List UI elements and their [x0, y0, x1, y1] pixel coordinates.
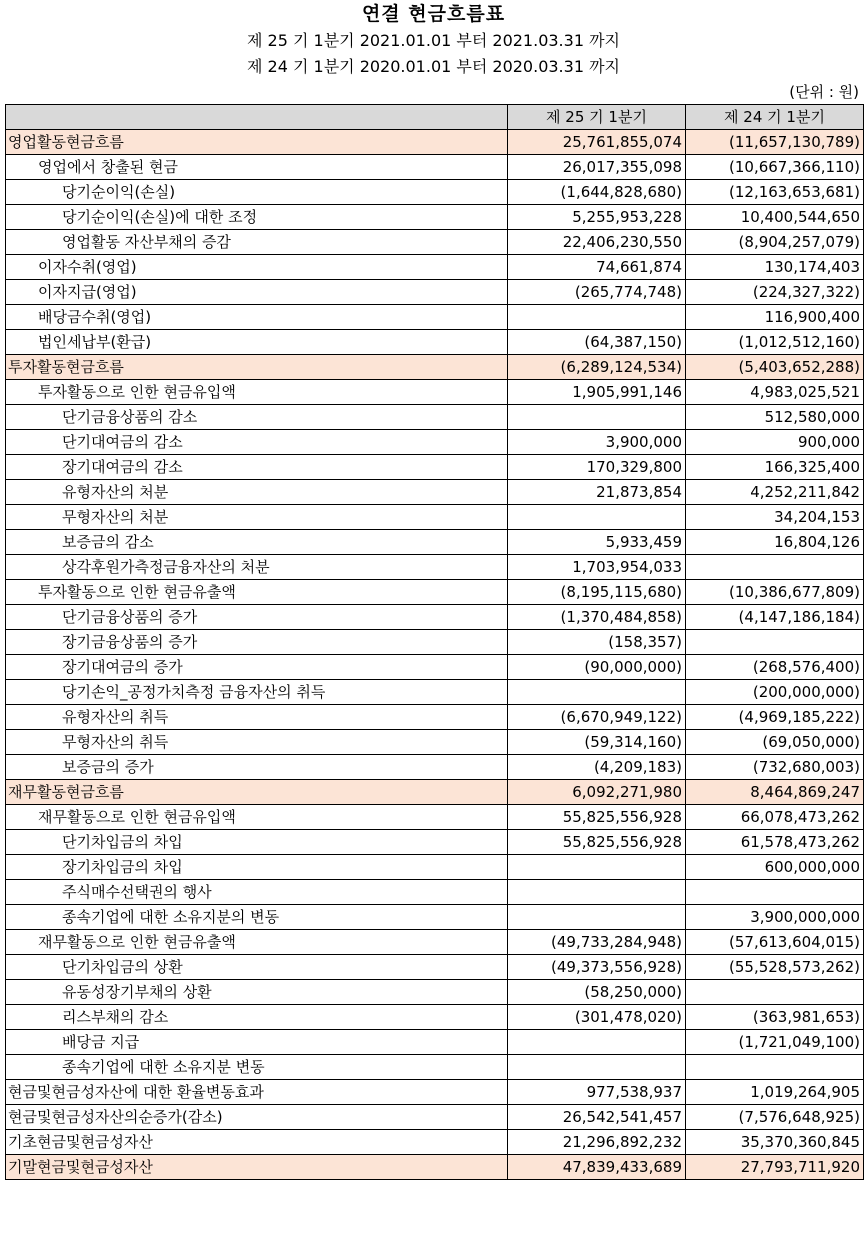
table-row	[6, 955, 864, 980]
prior-period-value: 600,000,000	[686, 855, 864, 880]
current-period-value: 3,900,000	[508, 430, 686, 455]
row-label: 배당금수취(영업)	[6, 305, 508, 330]
table-row	[6, 930, 864, 955]
current-period-value: 5,933,459	[508, 530, 686, 555]
header-current-period: 제 25 기 1분기	[508, 105, 686, 130]
prior-period-value	[686, 1055, 864, 1080]
table-row	[6, 255, 864, 280]
current-period-value: 26,542,541,457	[508, 1105, 686, 1130]
table-row	[6, 680, 864, 705]
current-period-value: 1,905,991,146	[508, 380, 686, 405]
prior-period-value: 61,578,473,262	[686, 830, 864, 855]
prior-period-value: 3,900,000,000	[686, 905, 864, 930]
current-period-value: 977,538,937	[508, 1080, 686, 1105]
table-row	[6, 805, 864, 830]
row-label: 현금및현금성자산에 대한 환율변동효과	[6, 1080, 508, 1105]
current-period-value: (49,733,284,948)	[508, 930, 686, 955]
table-row	[6, 1055, 864, 1080]
row-label: 당기순이익(손실)	[6, 180, 508, 205]
row-label: 기말현금및현금성자산	[6, 1155, 508, 1180]
prior-period-value: 34,204,153	[686, 505, 864, 530]
current-period-value: (4,209,183)	[508, 755, 686, 780]
current-period-value: 74,661,874	[508, 255, 686, 280]
table-body	[6, 130, 864, 1180]
table-row	[6, 905, 864, 930]
current-period-value: (265,774,748)	[508, 280, 686, 305]
table-row	[6, 655, 864, 680]
row-label: 재무활동으로 인한 현금유입액	[6, 805, 508, 830]
row-label: 리스부채의 감소	[6, 1005, 508, 1030]
current-period-value: (59,314,160)	[508, 730, 686, 755]
row-label: 배당금 지급	[6, 1030, 508, 1055]
prior-period-value: 130,174,403	[686, 255, 864, 280]
prior-period-value: (69,050,000)	[686, 730, 864, 755]
table-header-row	[6, 105, 864, 130]
row-label: 유동성장기부채의 상환	[6, 980, 508, 1005]
row-label: 재무활동현금흐름	[6, 780, 508, 805]
table-row	[6, 380, 864, 405]
prior-period-value: (1,721,049,100)	[686, 1030, 864, 1055]
current-period-value: (158,357)	[508, 630, 686, 655]
current-period-value	[508, 405, 686, 430]
prior-period-value: 512,580,000	[686, 405, 864, 430]
current-period-value: 25,761,855,074	[508, 130, 686, 155]
row-label: 단기차입금의 차입	[6, 830, 508, 855]
current-period-value: 21,873,854	[508, 480, 686, 505]
prior-period-value: 10,400,544,650	[686, 205, 864, 230]
prior-period-value: 8,464,869,247	[686, 780, 864, 805]
row-label: 종속기업에 대한 소유지분 변동	[6, 1055, 508, 1080]
current-period-value	[508, 505, 686, 530]
prior-period-value: 16,804,126	[686, 530, 864, 555]
prior-period-value: (11,657,130,789)	[686, 130, 864, 155]
current-period-value: 22,406,230,550	[508, 230, 686, 255]
table-row	[6, 230, 864, 255]
table-row	[6, 1155, 864, 1180]
current-period-value: 47,839,433,689	[508, 1155, 686, 1180]
current-period-value: (64,387,150)	[508, 330, 686, 355]
row-label: 영업에서 창출된 현금	[6, 155, 508, 180]
table-row	[6, 505, 864, 530]
prior-period-value: 66,078,473,262	[686, 805, 864, 830]
prior-period-value: (200,000,000)	[686, 680, 864, 705]
prior-period-value: (363,981,653)	[686, 1005, 864, 1030]
table-row	[6, 355, 864, 380]
prior-period-value	[686, 630, 864, 655]
row-label: 이자지급(영업)	[6, 280, 508, 305]
prior-period-value: (8,904,257,079)	[686, 230, 864, 255]
row-label: 보증금의 감소	[6, 530, 508, 555]
prior-period-value: 900,000	[686, 430, 864, 455]
prior-period-value: (268,576,400)	[686, 655, 864, 680]
prior-period-value: 116,900,400	[686, 305, 864, 330]
prior-period-value	[686, 980, 864, 1005]
table-row	[6, 980, 864, 1005]
current-period-value	[508, 1030, 686, 1055]
table-row	[6, 1080, 864, 1105]
prior-period-value: 35,370,360,845	[686, 1130, 864, 1155]
prior-period-value	[686, 555, 864, 580]
table-row	[6, 530, 864, 555]
row-label: 단기금융상품의 증가	[6, 605, 508, 630]
row-label: 투자활동으로 인한 현금유입액	[6, 380, 508, 405]
current-period-value	[508, 305, 686, 330]
table-row	[6, 855, 864, 880]
table-row	[6, 430, 864, 455]
prior-period-value: (10,386,677,809)	[686, 580, 864, 605]
row-label: 기초현금및현금성자산	[6, 1130, 508, 1155]
table-row	[6, 880, 864, 905]
current-period-value: (58,250,000)	[508, 980, 686, 1005]
row-label: 단기차입금의 상환	[6, 955, 508, 980]
current-period-value: 55,825,556,928	[508, 805, 686, 830]
row-label: 무형자산의 취득	[6, 730, 508, 755]
table-row	[6, 155, 864, 180]
current-period-value: (8,195,115,680)	[508, 580, 686, 605]
row-label: 보증금의 증가	[6, 755, 508, 780]
current-period-value: 1,703,954,033	[508, 555, 686, 580]
row-label: 종속기업에 대한 소유지분의 변동	[6, 905, 508, 930]
header-item	[6, 105, 508, 130]
prior-period-value: 1,019,264,905	[686, 1080, 864, 1105]
prior-period-value: 166,325,400	[686, 455, 864, 480]
table-row	[6, 480, 864, 505]
row-label: 투자활동으로 인한 현금유출액	[6, 580, 508, 605]
row-label: 단기금융상품의 감소	[6, 405, 508, 430]
row-label: 당기순이익(손실)에 대한 조정	[6, 205, 508, 230]
row-label: 영업활동현금흐름	[6, 130, 508, 155]
table-row	[6, 405, 864, 430]
table-row	[6, 130, 864, 155]
row-label: 장기대여금의 증가	[6, 655, 508, 680]
current-period-value: (301,478,020)	[508, 1005, 686, 1030]
current-period-value	[508, 1055, 686, 1080]
prior-period-value: 4,983,025,521	[686, 380, 864, 405]
table-row	[6, 455, 864, 480]
row-label: 무형자산의 처분	[6, 505, 508, 530]
prior-period-value: (4,969,185,222)	[686, 705, 864, 730]
prior-period-value: (4,147,186,184)	[686, 605, 864, 630]
current-period-value: 170,329,800	[508, 455, 686, 480]
current-period-value	[508, 880, 686, 905]
table-row	[6, 1030, 864, 1055]
prior-period-value: 27,793,711,920	[686, 1155, 864, 1180]
table-row	[6, 305, 864, 330]
current-period-value: (49,373,556,928)	[508, 955, 686, 980]
row-label: 유형자산의 처분	[6, 480, 508, 505]
table-row	[6, 605, 864, 630]
prior-period-value: 4,252,211,842	[686, 480, 864, 505]
prior-period-value: (1,012,512,160)	[686, 330, 864, 355]
row-label: 장기대여금의 감소	[6, 455, 508, 480]
row-label: 현금및현금성자산의순증가(감소)	[6, 1105, 508, 1130]
prior-period-value: (732,680,003)	[686, 755, 864, 780]
table-row	[6, 555, 864, 580]
table-row	[6, 580, 864, 605]
table-row	[6, 330, 864, 355]
current-period-value	[508, 905, 686, 930]
row-label: 영업활동 자산부채의 증감	[6, 230, 508, 255]
prior-period-value: (5,403,652,288)	[686, 355, 864, 380]
row-label: 단기대여금의 감소	[6, 430, 508, 455]
table-row	[6, 705, 864, 730]
table-row	[6, 1005, 864, 1030]
current-period-value	[508, 680, 686, 705]
prior-period-value: (10,667,366,110)	[686, 155, 864, 180]
row-label: 장기차입금의 차입	[6, 855, 508, 880]
period-prior: 제 24 기 1분기 2020.01.01 부터 2020.03.31 까지	[246, 57, 620, 76]
table-row	[6, 780, 864, 805]
row-label: 이자수취(영업)	[6, 255, 508, 280]
prior-period-value: (12,163,653,681)	[686, 180, 864, 205]
current-period-value: 6,092,271,980	[508, 780, 686, 805]
unit-label: (단위 : 원)	[789, 83, 859, 101]
prior-period-value	[686, 880, 864, 905]
cash-flow-table	[5, 104, 864, 1180]
current-period-value: (1,370,484,858)	[508, 605, 686, 630]
table-row	[6, 630, 864, 655]
current-period-value: 26,017,355,098	[508, 155, 686, 180]
prior-period-value: (57,613,604,015)	[686, 930, 864, 955]
current-period-value: (1,644,828,680)	[508, 180, 686, 205]
current-period-value: 55,825,556,928	[508, 830, 686, 855]
prior-period-value: (7,576,648,925)	[686, 1105, 864, 1130]
row-label: 주식매수선택권의 행사	[6, 880, 508, 905]
row-label: 유형자산의 취득	[6, 705, 508, 730]
table-row	[6, 205, 864, 230]
table-row	[6, 755, 864, 780]
table-row	[6, 1105, 864, 1130]
row-label: 장기금융상품의 증가	[6, 630, 508, 655]
prior-period-value: (224,327,322)	[686, 280, 864, 305]
statement-title: 연결 현금흐름표	[361, 3, 506, 25]
row-label: 투자활동현금흐름	[6, 355, 508, 380]
row-label: 당기손익_공정가치측정 금융자산의 취득	[6, 680, 508, 705]
period-current: 제 25 기 1분기 2021.01.01 부터 2021.03.31 까지	[246, 31, 620, 50]
row-label: 상각후원가측정금융자산의 처분	[6, 555, 508, 580]
row-label: 재무활동으로 인한 현금유출액	[6, 930, 508, 955]
row-label: 법인세납부(환급)	[6, 330, 508, 355]
current-period-value: (90,000,000)	[508, 655, 686, 680]
table-row	[6, 180, 864, 205]
prior-period-value: (55,528,573,262)	[686, 955, 864, 980]
current-period-value: (6,670,949,122)	[508, 705, 686, 730]
table-row	[6, 1130, 864, 1155]
current-period-value: 21,296,892,232	[508, 1130, 686, 1155]
current-period-value	[508, 855, 686, 880]
current-period-value: 5,255,953,228	[508, 205, 686, 230]
header-prior-period: 제 24 기 1분기	[686, 105, 864, 130]
table-row	[6, 730, 864, 755]
table-row	[6, 280, 864, 305]
table-row	[6, 830, 864, 855]
current-period-value: (6,289,124,534)	[508, 355, 686, 380]
